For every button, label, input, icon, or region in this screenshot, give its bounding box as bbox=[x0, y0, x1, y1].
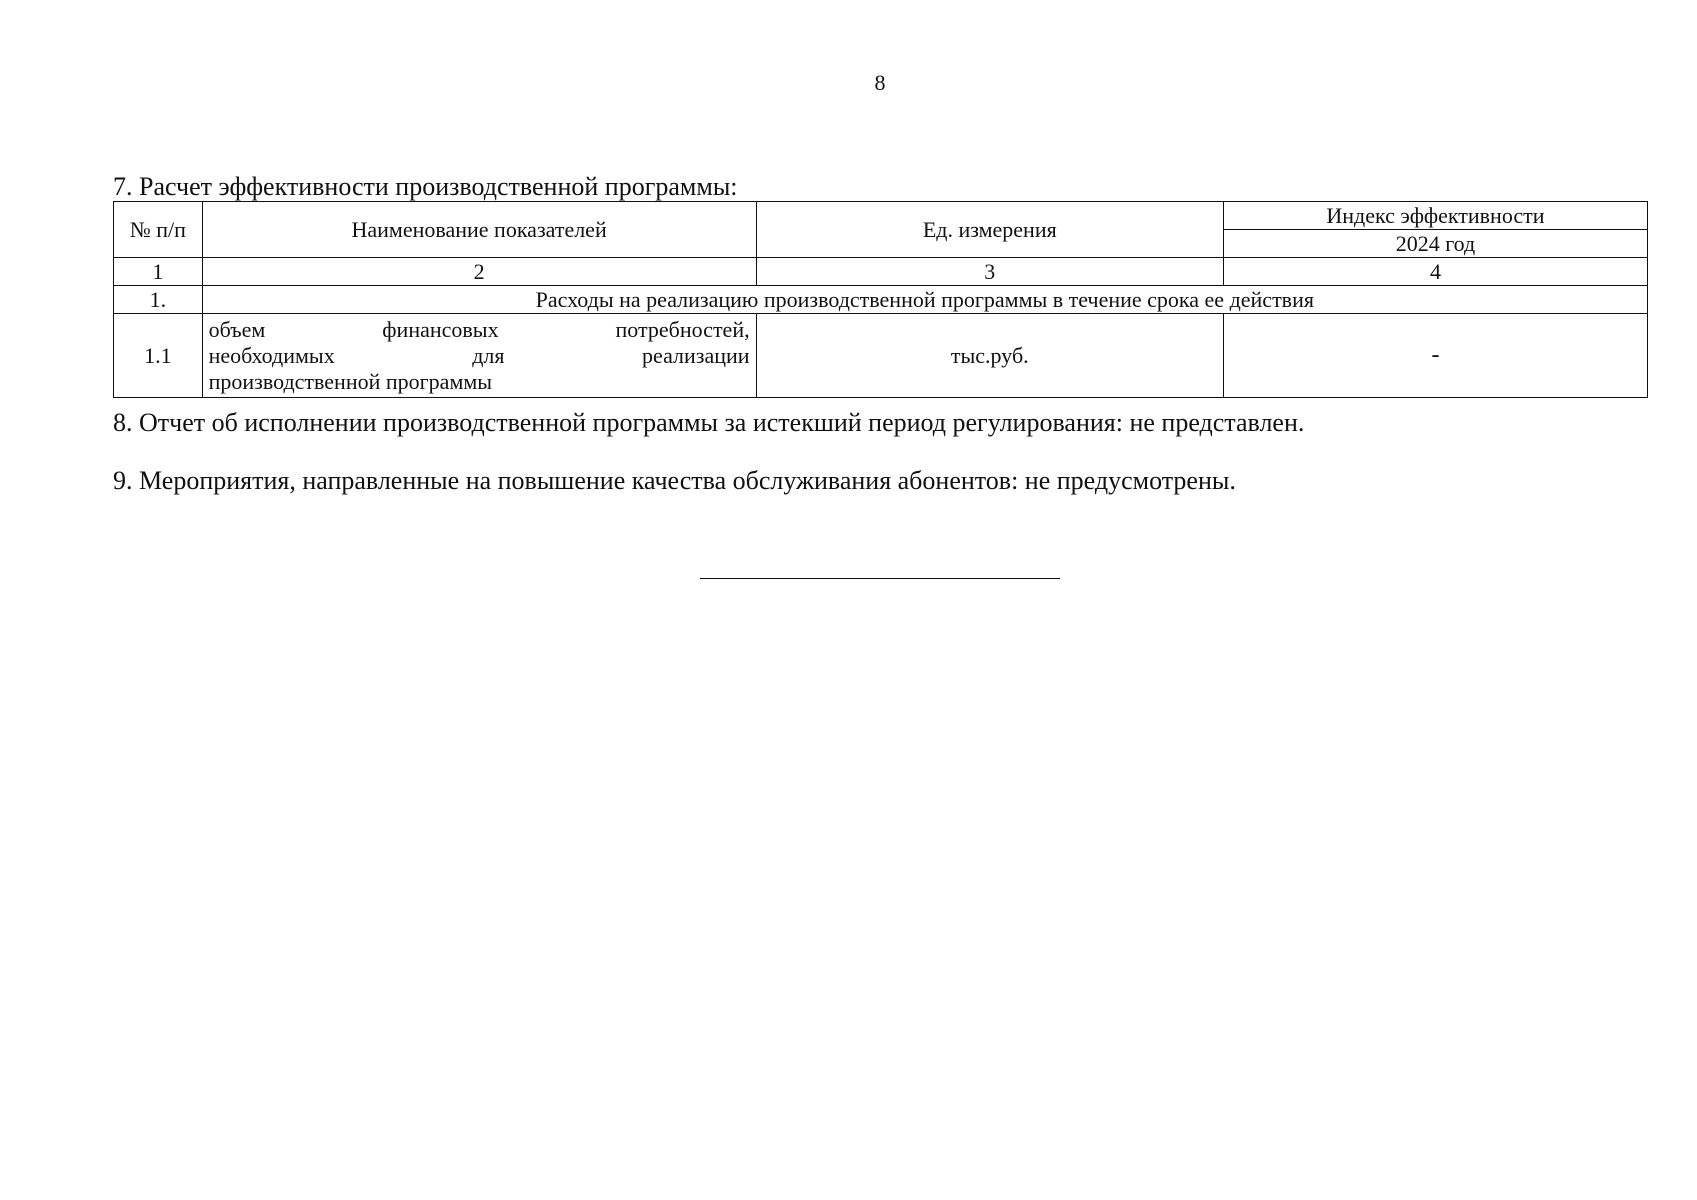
row-name-line bbox=[209, 369, 750, 395]
group-row-num: 1. bbox=[114, 286, 203, 314]
header-year: 2024 год bbox=[1223, 230, 1647, 258]
row-name-word: для bbox=[472, 342, 505, 368]
row-name-word: производственной программы bbox=[208, 368, 493, 394]
header-index: Индекс эффективности bbox=[1223, 202, 1647, 230]
section-8-text: 8. Отчет об исполнении производственной программы за истекший период регулирования: не представлен. bbox=[113, 408, 1305, 437]
header-unit: Ед. измерения bbox=[756, 202, 1223, 258]
row-unit: тыс.руб. bbox=[756, 314, 1223, 398]
row-name-line bbox=[209, 343, 750, 369]
row-name bbox=[202, 314, 756, 398]
row-name-word: потребностей, bbox=[615, 316, 750, 342]
row-name-word: объем bbox=[208, 316, 266, 342]
efficiency-table bbox=[113, 201, 1648, 398]
table-header-row bbox=[114, 202, 1648, 230]
row-num: 1.1 bbox=[114, 314, 203, 398]
row-name-word: реализации bbox=[642, 342, 750, 368]
column-number: 2 bbox=[202, 258, 756, 286]
section-9-text: 9. Мероприятия, направленные на повышение качества обслуживания абонентов: не предусмотрены. bbox=[113, 466, 1236, 495]
end-rule-divider bbox=[700, 578, 1060, 579]
table-row bbox=[114, 314, 1648, 398]
section-7-title: 7. Расчет эффективности производственной программы: bbox=[113, 172, 738, 201]
header-name: Наименование показателей bbox=[202, 202, 756, 258]
group-row-text: Расходы на реализацию производственной программы в течение срока ее действия bbox=[202, 286, 1647, 314]
row-value: - bbox=[1223, 314, 1647, 398]
page-number: 8 bbox=[874, 70, 886, 95]
header-num: № п/п bbox=[114, 202, 203, 258]
column-number: 3 bbox=[756, 258, 1223, 286]
column-numbers-row bbox=[114, 258, 1648, 286]
row-name-word: необходимых bbox=[208, 342, 335, 368]
column-number: 4 bbox=[1223, 258, 1647, 286]
column-number: 1 bbox=[114, 258, 203, 286]
row-name-word: финансовых bbox=[382, 316, 499, 342]
row-name-line bbox=[209, 317, 750, 343]
group-row bbox=[114, 286, 1648, 314]
